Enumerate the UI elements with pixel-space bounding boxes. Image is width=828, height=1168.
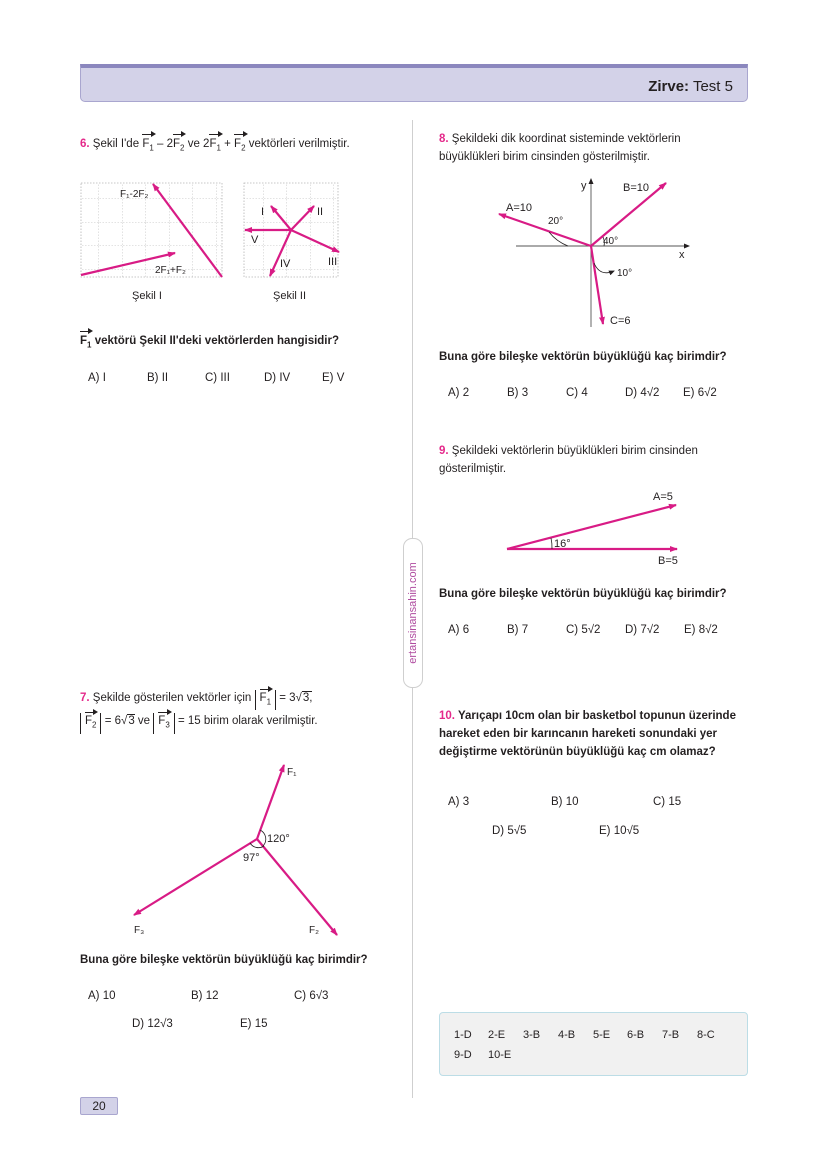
svg-text:20°: 20° xyxy=(548,216,564,227)
q8-option-e[interactable]: E) 6√2 xyxy=(683,387,717,399)
q8-figure xyxy=(490,175,710,335)
q7-figure xyxy=(110,755,370,945)
answer-item: 7-B xyxy=(662,1029,680,1041)
header-title: Zirve: Test 5 xyxy=(648,78,733,95)
q6-option-b[interactable]: B) II xyxy=(147,372,169,384)
q7-option-d[interactable]: D) 12√3 xyxy=(132,1018,173,1030)
q10-option-d[interactable]: D) 5√5 xyxy=(492,825,527,837)
answer-item: 6-B xyxy=(627,1029,645,1041)
svg-text:40°: 40° xyxy=(603,236,619,247)
svg-text:I: I xyxy=(261,206,265,218)
header-bar xyxy=(80,64,748,102)
q10-option-e[interactable]: E) 10√5 xyxy=(599,825,640,837)
q6-stem: 6. Şekil I'de $F_1 - 2F_2$ ve $2F_1 + F_2$ vektörleri verilmiştir. xyxy=(80,135,410,157)
q9-option-e[interactable]: E) 8√2 xyxy=(684,624,718,636)
q7-question: Buna göre bileşke vektörün büyüklüğü kaç birimdir? xyxy=(80,954,368,966)
answer-item: 9-D xyxy=(454,1049,472,1061)
svg-text:120°: 120° xyxy=(267,833,290,845)
svg-text:F₁-2F₂: F₁-2F₂ xyxy=(120,189,149,200)
svg-text:97°: 97° xyxy=(243,852,260,864)
q7-stem: 7. Şekilde gösterilen vektörler için $F_1 = 3√3$, $F_2 = 6√3$ ve $F_3 = 15$ birim olarak verilmiştir. xyxy=(80,687,410,734)
page-number: 20 xyxy=(80,1097,118,1115)
q7-option-e[interactable]: E) 15 xyxy=(240,1018,268,1030)
svg-text:II: II xyxy=(317,206,324,218)
q6-option-e[interactable]: E) V xyxy=(322,372,345,384)
svg-text:16°: 16° xyxy=(554,538,571,550)
q8-stem: 8. Şekildeki dik koordinat sisteminde vektörlerin büyüklükleri birim cinsinden gösterilmiştir. xyxy=(439,133,681,163)
q9-option-d[interactable]: D) 7√2 xyxy=(625,624,660,636)
q7-option-a[interactable]: A) 10 xyxy=(88,990,116,1002)
q6-option-a[interactable]: A) I xyxy=(88,372,106,384)
answer-item: 10-E xyxy=(488,1049,512,1061)
svg-text:III: III xyxy=(328,256,338,268)
q6-question: $F_1$ vektörü Şekil II'deki vektörlerden hangisidir? xyxy=(80,332,339,354)
answer-item: 3-B xyxy=(523,1029,541,1041)
svg-text:IV: IV xyxy=(280,258,291,270)
svg-text:F₁: F₁ xyxy=(287,767,297,778)
q9-option-b[interactable]: B) 7 xyxy=(507,624,529,636)
q10-stem: 10. Yarıçapı 10cm olan bir basketbol topunun üzerinde hareket eden bir karıncanın hareketi sonundaki yer değiştirme vektörünün büyüklüğü kaç cm olamaz? xyxy=(439,710,736,758)
q10-option-b[interactable]: B) 10 xyxy=(551,796,579,808)
q10-option-c[interactable]: C) 15 xyxy=(653,796,682,808)
q9-question: Buna göre bileşke vektörün büyüklüğü kaç birimdir? xyxy=(439,588,727,600)
svg-text:C=6: C=6 xyxy=(610,315,631,327)
q9-option-a[interactable]: A) 6 xyxy=(448,624,470,636)
q7-option-c[interactable]: C) 6√3 xyxy=(294,990,329,1002)
q6-figures xyxy=(75,175,365,310)
q6-option-d[interactable]: D) IV xyxy=(264,372,291,384)
answer-item: 4-B xyxy=(558,1029,576,1041)
watermark: ertansinansahin.com xyxy=(403,538,423,688)
q10-option-a[interactable]: A) 3 xyxy=(448,796,470,808)
q8-option-a[interactable]: A) 2 xyxy=(448,387,470,399)
q8-option-d[interactable]: D) 4√2 xyxy=(625,387,660,399)
svg-text:Şekil I: Şekil I xyxy=(132,290,162,302)
svg-text:B=5: B=5 xyxy=(658,555,678,567)
svg-text:A=10: A=10 xyxy=(506,202,532,214)
svg-text:A=5: A=5 xyxy=(653,491,673,503)
answer-item: 8-C xyxy=(697,1029,715,1041)
svg-text:2F₁+F₂: 2F₁+F₂ xyxy=(155,265,186,276)
q8-option-b[interactable]: B) 3 xyxy=(507,387,529,399)
answer-key xyxy=(439,1012,748,1076)
q9-option-c[interactable]: C) 5√2 xyxy=(566,624,601,636)
svg-text:V: V xyxy=(251,234,259,246)
svg-text:y: y xyxy=(581,180,587,192)
answer-item: 2-E xyxy=(488,1029,506,1041)
svg-text:F₃: F₃ xyxy=(134,925,145,936)
svg-text:x: x xyxy=(679,249,685,261)
svg-text:B=10: B=10 xyxy=(623,182,649,194)
svg-text:10°: 10° xyxy=(617,268,633,279)
q8-option-c[interactable]: C) 4 xyxy=(566,387,588,399)
svg-text:F₂: F₂ xyxy=(309,925,319,936)
q9-figure xyxy=(500,485,720,570)
q7-option-b[interactable]: B) 12 xyxy=(191,990,219,1002)
q8-question: Buna göre bileşke vektörün büyüklüğü kaç birimdir? xyxy=(439,351,727,363)
grid-figure-1 xyxy=(81,183,222,277)
q6-option-c[interactable]: C) III xyxy=(205,372,230,384)
q9-stem: 9. Şekildeki vektörlerin büyüklükleri birim cinsinden gösterilmiştir. xyxy=(439,445,698,475)
answer-item: 5-E xyxy=(593,1029,611,1041)
svg-text:Şekil II: Şekil II xyxy=(273,290,307,302)
answer-item: 1-D xyxy=(454,1029,472,1041)
